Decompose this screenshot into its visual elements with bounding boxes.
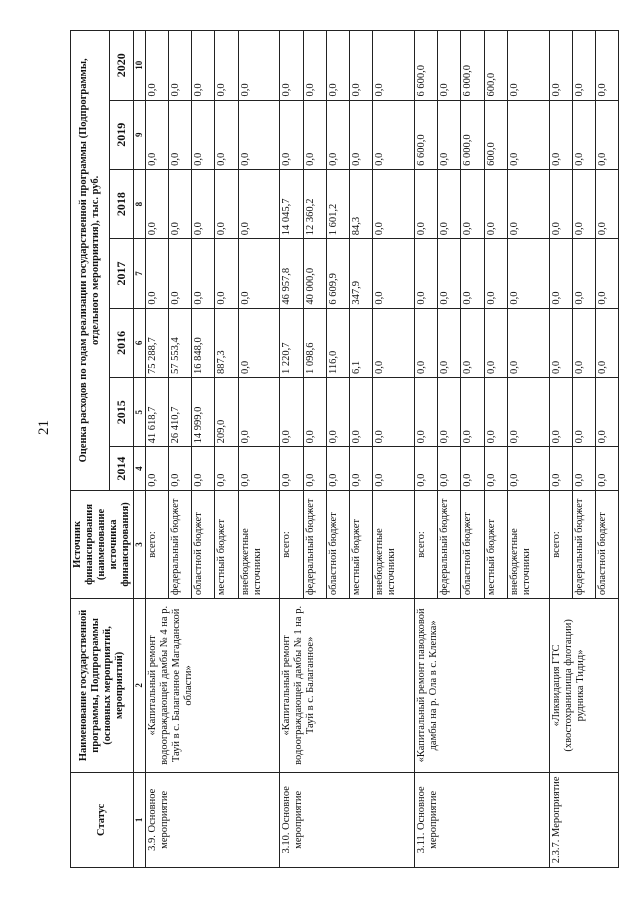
value-cell: 0,0 [192, 447, 215, 490]
value-cell: 0,0 [549, 100, 572, 169]
value-cell: 0,0 [373, 308, 415, 377]
value-cell: 0,0 [215, 169, 238, 238]
value-cell: 0,0 [572, 100, 595, 169]
value-cell: 0,0 [507, 169, 549, 238]
value-cell: 0,0 [168, 239, 191, 308]
value-cell: 0,0 [215, 100, 238, 169]
value-cell: 6 609,9 [326, 239, 349, 308]
source-cell: всего: [145, 490, 168, 598]
value-cell: 0,0 [238, 169, 280, 238]
value-cell: 0,0 [438, 31, 461, 101]
value-cell: 0,0 [238, 378, 280, 447]
table-row [145, 31, 168, 868]
value-cell: 0,0 [507, 447, 549, 490]
value-cell: 0,0 [303, 378, 326, 447]
source-cell: внебюджетные источники [238, 490, 280, 598]
status-cell: 3.11. Основное мероприятие [415, 772, 550, 867]
value-cell: 1 601,2 [326, 169, 349, 238]
value-cell: 0,0 [572, 239, 595, 308]
value-cell: 0,0 [596, 378, 619, 447]
value-cell: 0,0 [438, 378, 461, 447]
value-cell: 0,0 [549, 31, 572, 101]
source-cell: местный бюджет [484, 490, 507, 598]
source-cell: федеральный бюджет [572, 490, 595, 598]
name-cell: «Капитальный ремонт водоограждающей дамбы № 4 на р. Тауй в с. Балаганное Магаданской области» [145, 599, 280, 772]
value-cell: 0,0 [373, 447, 415, 490]
value-cell: 46 957,8 [280, 239, 303, 308]
value-cell: 0,0 [373, 31, 415, 101]
source-cell: областной бюджет [192, 490, 215, 598]
value-cell: 0,0 [280, 447, 303, 490]
value-cell: 0,0 [145, 31, 168, 101]
table-row [415, 31, 438, 868]
value-cell: 0,0 [461, 239, 484, 308]
value-cell: 0,0 [461, 308, 484, 377]
value-cell: 0,0 [415, 239, 438, 308]
name-cell: «Ликвидация ГТС (хвостохранилища флотации) рудника Тидид» [549, 599, 619, 772]
value-cell: 0,0 [461, 378, 484, 447]
value-cell: 0,0 [572, 169, 595, 238]
value-cell: 0,0 [596, 100, 619, 169]
value-cell: 0,0 [192, 239, 215, 308]
value-cell: 0,0 [596, 447, 619, 490]
value-cell: 14 045,7 [280, 169, 303, 238]
value-cell: 0,0 [415, 447, 438, 490]
value-cell: 6,1 [350, 308, 373, 377]
value-cell: 600,0 [484, 100, 507, 169]
year-header: 2016 [110, 308, 134, 377]
value-cell: 0,0 [438, 169, 461, 238]
column-number: 7 [134, 239, 145, 308]
value-cell: 0,0 [168, 169, 191, 238]
source-cell: федеральный бюджет [303, 490, 326, 598]
header-estimate: Оценка расходов по годам реализации государственной программы (Подпрограммы, отдельного мероприятия), тыс. руб. [71, 31, 110, 491]
page-number: 21 [36, 420, 52, 435]
value-cell: 0,0 [549, 169, 572, 238]
value-cell: 14 999,0 [192, 378, 215, 447]
value-cell: 0,0 [168, 31, 191, 101]
value-cell: 0,0 [373, 169, 415, 238]
column-numbers-row [134, 31, 145, 868]
value-cell: 6 600,0 [415, 31, 438, 101]
value-cell: 57 553,4 [168, 308, 191, 377]
year-header: 2020 [110, 31, 134, 101]
status-cell: 3.9. Основное мероприятие [145, 772, 280, 867]
value-cell: 0,0 [438, 239, 461, 308]
value-cell: 0,0 [461, 447, 484, 490]
source-cell: всего: [415, 490, 438, 598]
value-cell: 0,0 [192, 100, 215, 169]
value-cell: 0,0 [350, 447, 373, 490]
column-number: 2 [134, 599, 145, 772]
value-cell: 75 288,7 [145, 308, 168, 377]
header-source: Источник финансирования (наименование источника финансирования) [71, 490, 134, 598]
source-cell: областной бюджет [326, 490, 349, 598]
value-cell: 0,0 [438, 100, 461, 169]
column-number: 6 [134, 308, 145, 377]
value-cell: 0,0 [326, 100, 349, 169]
value-cell: 26 410,7 [168, 378, 191, 447]
value-cell: 0,0 [280, 378, 303, 447]
year-header: 2015 [110, 378, 134, 447]
value-cell: 0,0 [350, 100, 373, 169]
source-cell: федеральный бюджет [438, 490, 461, 598]
value-cell: 0,0 [438, 447, 461, 490]
value-cell: 0,0 [303, 447, 326, 490]
value-cell: 41 618,7 [145, 378, 168, 447]
column-number: 9 [134, 100, 145, 169]
source-cell: внебюджетные источники [507, 490, 549, 598]
name-cell: «Капитальный ремонт паводковой дамбы на р. Ола в с. Клепка» [415, 599, 550, 772]
value-cell: 0,0 [572, 378, 595, 447]
rotated-table-wrapper [70, 30, 609, 868]
column-number: 3 [134, 490, 145, 598]
value-cell: 887,3 [215, 308, 238, 377]
value-cell: 12 360,2 [303, 169, 326, 238]
value-cell: 0,0 [326, 31, 349, 101]
value-cell: 0,0 [461, 169, 484, 238]
value-cell: 0,0 [145, 169, 168, 238]
value-cell: 0,0 [507, 378, 549, 447]
year-header: 2017 [110, 239, 134, 308]
value-cell: 0,0 [326, 378, 349, 447]
value-cell: 0,0 [238, 447, 280, 490]
value-cell: 0,0 [415, 169, 438, 238]
value-cell: 6 000,0 [461, 31, 484, 101]
value-cell: 84,3 [350, 169, 373, 238]
column-number: 4 [134, 447, 145, 490]
status-cell: 2.3.7. Мероприятие [549, 772, 619, 867]
value-cell: 6 600,0 [415, 100, 438, 169]
value-cell: 0,0 [215, 447, 238, 490]
value-cell: 0,0 [145, 447, 168, 490]
value-cell: 0,0 [507, 31, 549, 101]
value-cell: 16 848,0 [192, 308, 215, 377]
value-cell: 0,0 [484, 447, 507, 490]
value-cell: 6 000,0 [461, 100, 484, 169]
value-cell: 0,0 [192, 169, 215, 238]
value-cell: 600,0 [484, 31, 507, 101]
year-header: 2019 [110, 100, 134, 169]
column-number: 1 [134, 772, 145, 867]
value-cell: 0,0 [168, 447, 191, 490]
value-cell: 0,0 [145, 239, 168, 308]
table-header [71, 31, 146, 868]
value-cell: 0,0 [484, 378, 507, 447]
column-number: 10 [134, 31, 145, 101]
source-cell: местный бюджет [350, 490, 373, 598]
budget-table [70, 30, 619, 868]
value-cell: 0,0 [215, 239, 238, 308]
value-cell: 40 000,0 [303, 239, 326, 308]
year-header: 2018 [110, 169, 134, 238]
value-cell: 0,0 [572, 308, 595, 377]
value-cell: 209,0 [215, 378, 238, 447]
value-cell: 0,0 [484, 169, 507, 238]
value-cell: 0,0 [303, 31, 326, 101]
table-row [549, 31, 572, 868]
value-cell: 0,0 [145, 100, 168, 169]
table-row [280, 31, 303, 868]
value-cell: 1 220,7 [280, 308, 303, 377]
value-cell: 0,0 [549, 378, 572, 447]
source-cell: областной бюджет [461, 490, 484, 598]
value-cell: 0,0 [326, 447, 349, 490]
source-cell: областной бюджет [596, 490, 619, 598]
source-cell: всего: [549, 490, 572, 598]
value-cell: 0,0 [507, 239, 549, 308]
name-cell: «Капитальный ремонт водоограждающей дамбы № 1 на р. Тауй в с. Балаганное» [280, 599, 415, 772]
value-cell: 0,0 [238, 100, 280, 169]
value-cell: 0,0 [507, 308, 549, 377]
source-cell: внебюджетные источники [373, 490, 415, 598]
value-cell: 0,0 [596, 239, 619, 308]
value-cell: 0,0 [303, 100, 326, 169]
value-cell: 0,0 [238, 31, 280, 101]
value-cell: 0,0 [572, 31, 595, 101]
column-number: 8 [134, 169, 145, 238]
value-cell: 0,0 [507, 100, 549, 169]
value-cell: 0,0 [549, 308, 572, 377]
value-cell: 0,0 [350, 378, 373, 447]
value-cell: 0,0 [572, 447, 595, 490]
source-cell: федеральный бюджет [168, 490, 191, 598]
status-cell: 3.10. Основное мероприятие [280, 772, 415, 867]
value-cell: 116,0 [326, 308, 349, 377]
column-number: 5 [134, 378, 145, 447]
value-cell: 0,0 [238, 308, 280, 377]
value-cell: 0,0 [238, 239, 280, 308]
header-name: Наименование государственной программы, Подпрограммы (основных мероприятий, мероприятий) [71, 599, 134, 772]
value-cell: 0,0 [415, 308, 438, 377]
value-cell: 0,0 [280, 31, 303, 101]
value-cell: 0,0 [373, 239, 415, 308]
value-cell: 0,0 [596, 169, 619, 238]
value-cell: 0,0 [192, 31, 215, 101]
value-cell: 0,0 [215, 31, 238, 101]
value-cell: 0,0 [596, 31, 619, 101]
value-cell: 0,0 [373, 378, 415, 447]
value-cell: 0,0 [373, 100, 415, 169]
value-cell: 0,0 [484, 239, 507, 308]
year-header: 2014 [110, 447, 134, 490]
table-body [145, 31, 619, 868]
value-cell: 0,0 [415, 378, 438, 447]
source-cell: местный бюджет [215, 490, 238, 598]
value-cell: 0,0 [484, 308, 507, 377]
header-status: Статус [71, 772, 134, 867]
value-cell: 0,0 [596, 308, 619, 377]
value-cell: 1 098,6 [303, 308, 326, 377]
value-cell: 0,0 [350, 31, 373, 101]
value-cell: 0,0 [168, 100, 191, 169]
value-cell: 0,0 [549, 447, 572, 490]
value-cell: 0,0 [280, 100, 303, 169]
value-cell: 347,9 [350, 239, 373, 308]
value-cell: 0,0 [549, 239, 572, 308]
value-cell: 0,0 [438, 308, 461, 377]
source-cell: всего: [280, 490, 303, 598]
